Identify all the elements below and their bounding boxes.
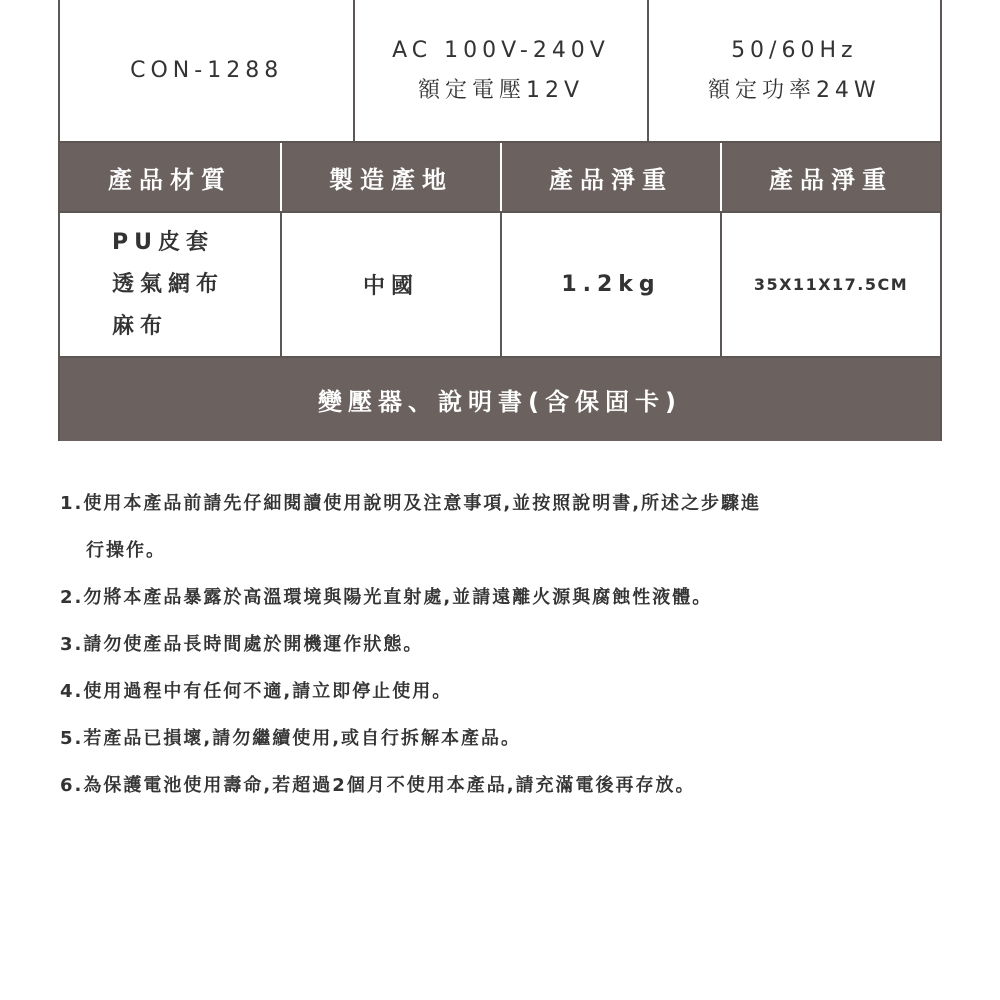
note-item — [60, 574, 950, 621]
origin-value: 中國 — [280, 213, 500, 356]
header-origin: 製造產地 — [280, 143, 500, 211]
note-text: 4.使用過程中有任何不適,請立即停止使用。 — [60, 681, 453, 702]
note-item — [60, 715, 950, 762]
note-text-continued: 行操作。 — [86, 540, 166, 561]
rated-voltage: 額定電壓12V — [417, 77, 585, 103]
material-item: 麻布 — [112, 313, 169, 339]
rated-power: 額定功率24W — [707, 77, 881, 103]
spec-table — [58, 0, 942, 441]
header-material: 產品材質 — [108, 165, 232, 194]
note-text: 6.為保護電池使用壽命,若超過2個月不使用本產品,請充滿電後再存放。 — [60, 775, 696, 796]
material-item: 透氣網布 — [112, 271, 225, 297]
material-item: PU皮套 — [112, 229, 214, 255]
spec-value-row — [60, 213, 940, 356]
dimensions-value: 35X11X17.5CM — [720, 213, 940, 356]
note-text: 1.使用本產品前請先仔細閱讀使用說明及注意事項,並按照說明書,所述之步驟進 — [60, 493, 762, 514]
accessories-row — [60, 356, 940, 441]
spec-header-row — [60, 141, 940, 213]
note-item — [60, 668, 950, 715]
note-item — [60, 480, 950, 574]
note-text: 2.勿將本產品暴露於高溫環境與陽光直射處,並請遠離火源與腐蝕性液體。 — [60, 587, 713, 608]
spec-row-power — [60, 0, 940, 141]
note-text: 3.請勿使產品長時間處於開機運作狀態。 — [60, 634, 424, 655]
material-cell — [60, 213, 280, 356]
note-text: 5.若產品已損壞,請勿繼續使用,或自行拆解本產品。 — [60, 728, 522, 749]
header-weight: 產品淨重 — [500, 143, 720, 211]
note-item — [60, 762, 950, 809]
header-size: 產品淨重 — [720, 143, 940, 211]
accessories-value: 變壓器、說明書(含保固卡) — [318, 388, 682, 416]
usage-notes — [60, 480, 950, 809]
note-item — [60, 621, 950, 668]
voltage-cell — [353, 0, 646, 141]
frequency: 50/60Hz — [731, 37, 858, 63]
input-voltage: AC 100V-240V — [392, 37, 610, 63]
model-number: CON-1288 — [130, 57, 284, 83]
weight-value: 1.2kg — [500, 213, 720, 356]
model-cell — [60, 0, 353, 141]
frequency-cell — [647, 0, 940, 141]
